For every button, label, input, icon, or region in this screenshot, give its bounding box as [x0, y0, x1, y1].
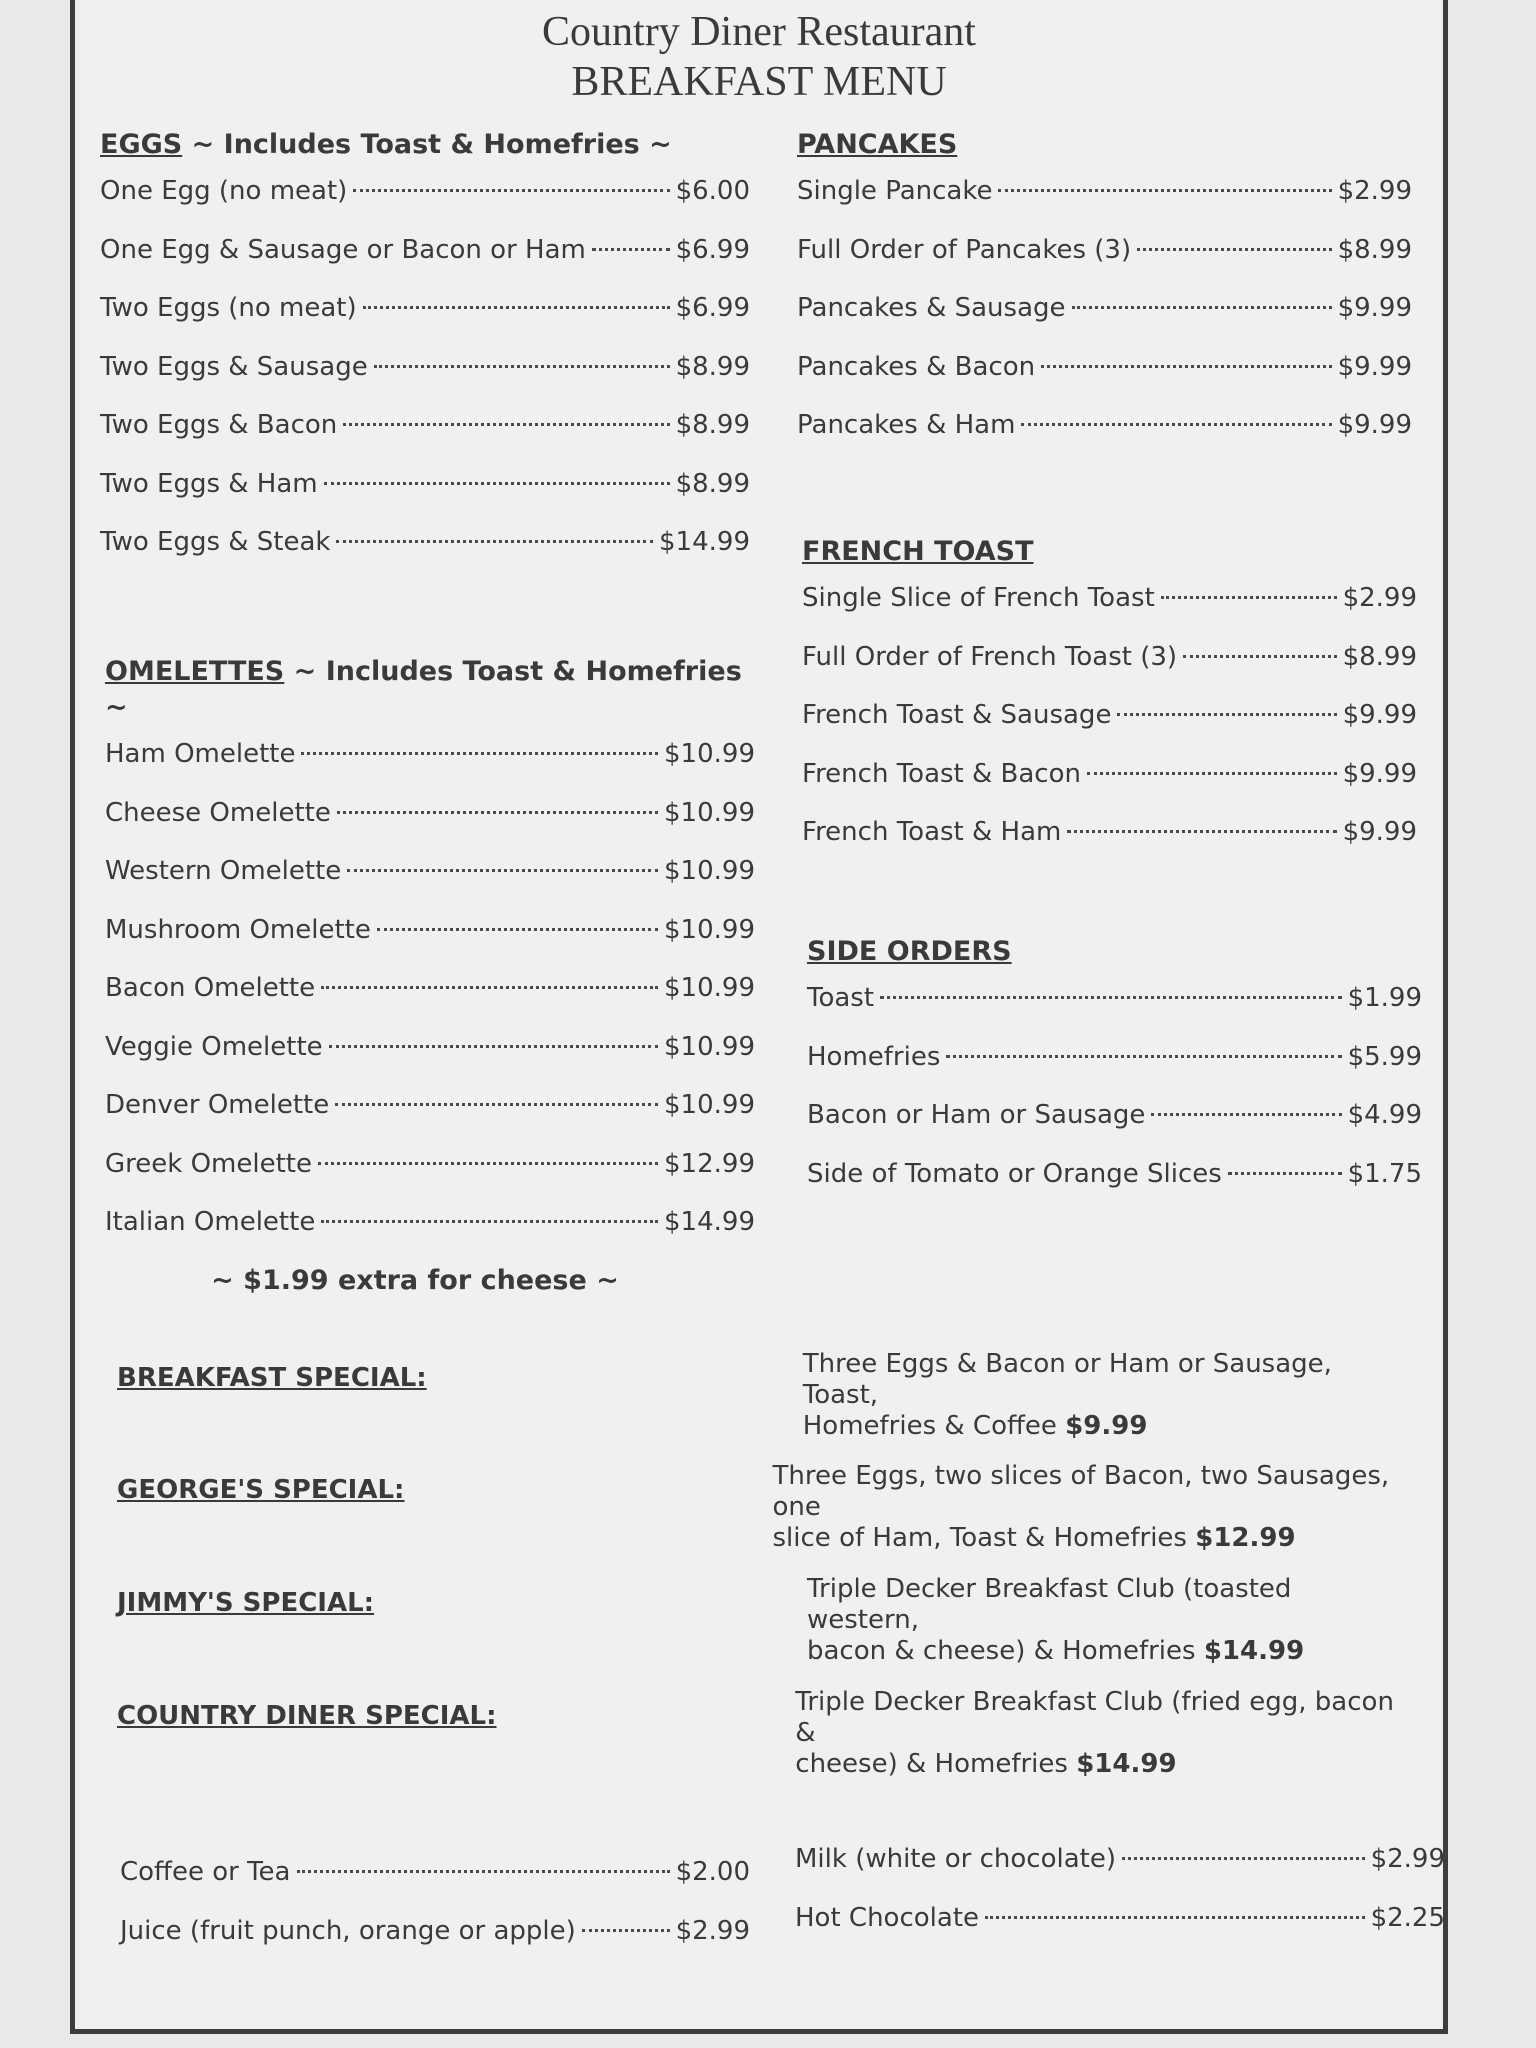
- side-orders-section: [807, 934, 1422, 1214]
- dot-leader: [998, 189, 1331, 192]
- menu-item: [105, 1029, 755, 1088]
- menu-item-name: French Toast & Bacon: [802, 758, 1081, 789]
- menu-item-name: Homefries: [807, 1041, 941, 1072]
- dot-leader: [321, 1220, 658, 1223]
- menu-item: [797, 232, 1412, 291]
- dot-leader: [363, 306, 670, 309]
- menu-item-price: $8.99: [675, 468, 750, 499]
- drinks-left-section: [120, 1854, 750, 1971]
- menu-item-price: $2.99: [675, 1915, 750, 1946]
- omelettes-list: [105, 736, 755, 1263]
- side-orders-list: [807, 980, 1422, 1214]
- menu-item-name: Italian Omelette: [105, 1207, 316, 1237]
- menu-item: [105, 1204, 755, 1263]
- dot-leader: [1183, 655, 1337, 658]
- french-toast-section: [802, 534, 1417, 873]
- menu-item: [100, 524, 750, 583]
- dot-leader: [343, 423, 669, 426]
- menu-item-price: $6.99: [675, 293, 750, 323]
- menu-item-price: $2.00: [675, 1857, 750, 1887]
- menu-item-name: Coffee or Tea: [120, 1857, 291, 1887]
- menu-item-name: One Egg (no meat): [100, 176, 348, 206]
- dot-leader: [592, 248, 670, 251]
- menu-item-name: Veggie Omelette: [105, 1031, 323, 1062]
- pancakes-heading-label: PANCAKES: [797, 129, 958, 160]
- cheese-note: ~ $1.99 extra for cheese ~: [211, 1264, 619, 1296]
- menu-item: [807, 1039, 1422, 1098]
- menu-item: [105, 912, 755, 971]
- menu-item-name: Pancakes & Ham: [797, 410, 1016, 440]
- dot-leader: [1137, 248, 1331, 251]
- dot-leader: [582, 1929, 670, 1932]
- menu-item-price: $2.25: [1370, 1902, 1445, 1933]
- menu-item-price: $2.99: [1337, 176, 1412, 206]
- menu-item-price: $8.99: [675, 410, 750, 440]
- dot-leader: [1161, 596, 1337, 599]
- special-item: [117, 1349, 1403, 1442]
- menu-item-price: $8.99: [1342, 641, 1417, 672]
- dot-leader: [347, 869, 658, 872]
- menu-item-price: $6.00: [675, 176, 750, 206]
- eggs-list: [100, 173, 750, 583]
- menu-item: [100, 232, 750, 291]
- french-toast-heading: [802, 534, 1417, 570]
- special-price: $14.99: [1076, 1749, 1177, 1779]
- menu-item-name: Ham Omelette: [105, 739, 296, 769]
- special-label: JIMMY'S SPECIAL:: [117, 1588, 375, 1618]
- dot-leader: [301, 752, 658, 755]
- menu-item-price: $9.99: [1337, 293, 1412, 323]
- special-item: [117, 1574, 1403, 1667]
- menu-item-price: $8.99: [1337, 234, 1412, 265]
- menu-item-price: $2.99: [1342, 583, 1417, 613]
- special-description: [795, 1687, 1403, 1780]
- menu-item-price: $9.99: [1342, 758, 1417, 789]
- special-desc-line2-text: slice of Ham, Toast & Homefries: [772, 1523, 1196, 1553]
- menu-item-price: $9.99: [1342, 817, 1417, 847]
- menu-item-price: $4.99: [1347, 1100, 1422, 1130]
- special-desc-line1: Triple Decker Breakfast Club (fried egg, bacon &: [795, 1687, 1394, 1748]
- menu-item-name: Full Order of French Toast (3): [802, 641, 1178, 672]
- menu-item: [807, 980, 1422, 1039]
- menu-item-price: $6.99: [675, 234, 750, 265]
- menu-item-name: Two Eggs (no meat): [100, 293, 357, 323]
- menu-item: [120, 1854, 750, 1913]
- menu-item: [797, 173, 1412, 232]
- pancakes-section: [797, 127, 1412, 466]
- drinks-right-section: [795, 1841, 1445, 1958]
- menu-item-price: $9.99: [1337, 351, 1412, 382]
- menu-item: [802, 756, 1417, 815]
- menu-item-price: $9.99: [1337, 410, 1412, 440]
- special-description: [803, 1349, 1403, 1442]
- dot-leader: [337, 811, 658, 814]
- menu-item: [100, 290, 750, 349]
- menu-item-name: Pancakes & Bacon: [797, 351, 1036, 382]
- menu-item: [100, 466, 750, 525]
- menu-item-name: Hot Chocolate: [795, 1902, 980, 1933]
- menu-item-name: Mushroom Omelette: [105, 914, 371, 945]
- dot-leader: [353, 189, 669, 192]
- menu-item-name: Pancakes & Sausage: [797, 293, 1066, 323]
- dot-leader: [297, 1870, 670, 1873]
- french-toast-list: [802, 580, 1417, 873]
- menu-item-name: Two Eggs & Sausage: [100, 351, 368, 382]
- special-desc-line2: [807, 1636, 1403, 1667]
- menu-item: [797, 407, 1412, 466]
- menu-item-name: Two Eggs & Ham: [100, 468, 318, 499]
- menu-item-name: One Egg & Sausage or Bacon or Ham: [100, 234, 586, 265]
- dot-leader: [1122, 1857, 1365, 1860]
- special-description: [773, 1461, 1403, 1554]
- special-desc-line1: Triple Decker Breakfast Club (toasted western,: [806, 1574, 1292, 1635]
- dot-leader: [1072, 306, 1332, 309]
- menu-item-price: $10.99: [664, 973, 755, 1003]
- dot-leader: [946, 1055, 1341, 1058]
- special-label: COUNTRY DINER SPECIAL:: [117, 1701, 497, 1731]
- menu-item: [105, 970, 755, 1029]
- menu-item-name: Toast: [807, 983, 875, 1013]
- dot-leader: [1151, 1113, 1341, 1116]
- menu-item-name: Side of Tomato or Orange Slices: [807, 1158, 1222, 1189]
- dot-leader: [880, 996, 1342, 999]
- menu-item-price: $10.99: [664, 914, 755, 945]
- menu-item: [105, 736, 755, 795]
- eggs-heading-suffix: ~ Includes Toast & Homefries ~: [182, 129, 672, 160]
- special-desc-line2: [773, 1523, 1403, 1554]
- menu-item-price: $10.99: [664, 797, 755, 828]
- menu-item-price: $12.99: [664, 1148, 755, 1179]
- menu-item-name: Juice (fruit punch, orange or apple): [120, 1915, 576, 1946]
- menu-item-name: Single Slice of French Toast: [802, 583, 1155, 613]
- menu-item-price: $1.99: [1347, 983, 1422, 1013]
- special-description: [807, 1574, 1403, 1667]
- menu-item: [797, 349, 1412, 408]
- side-orders-heading-label: SIDE ORDERS: [807, 936, 1012, 967]
- special-label: GEORGE'S SPECIAL:: [117, 1475, 405, 1505]
- menu-item-name: Western Omelette: [105, 856, 342, 886]
- menu-item: [120, 1913, 750, 1972]
- menu-item-name: Full Order of Pancakes (3): [797, 234, 1132, 265]
- dot-leader: [377, 928, 658, 931]
- menu-item-name: Single Pancake: [797, 176, 993, 206]
- side-orders-heading: [807, 934, 1422, 970]
- menu-item: [105, 853, 755, 912]
- menu-item-price: $8.99: [675, 351, 750, 382]
- pancakes-list: [797, 173, 1412, 466]
- menu-item: [795, 1841, 1445, 1900]
- menu-item: [797, 290, 1412, 349]
- dot-leader: [329, 1045, 658, 1048]
- menu-item-price: $10.99: [664, 739, 755, 769]
- menu-item-price: $14.99: [664, 1207, 755, 1237]
- special-label: BREAKFAST SPECIAL:: [117, 1363, 427, 1393]
- menu-item-name: Denver Omelette: [105, 1090, 330, 1120]
- omelettes-section: [105, 654, 755, 1296]
- dot-leader: [1067, 830, 1336, 833]
- menu-title: BREAKFAST MENU: [571, 59, 947, 105]
- menu-frame: [70, 0, 1448, 2034]
- eggs-section: [100, 127, 750, 583]
- menu-item: [105, 1087, 755, 1146]
- menu-item: [105, 795, 755, 854]
- special-desc-line2-text: Homefries & Coffee: [802, 1411, 1066, 1441]
- menu-item: [802, 580, 1417, 639]
- menu-item-price: $9.99: [1342, 700, 1417, 730]
- special-desc-line2: [795, 1749, 1403, 1780]
- menu-item-name: French Toast & Ham: [802, 817, 1062, 847]
- dot-leader: [1228, 1172, 1342, 1175]
- menu-item-price: $10.99: [664, 1090, 755, 1120]
- menu-item-price: $10.99: [664, 1031, 755, 1062]
- dot-leader: [1041, 365, 1331, 368]
- menu-item-name: Bacon Omelette: [105, 973, 316, 1003]
- omelettes-heading: [105, 654, 755, 726]
- menu-item: [802, 639, 1417, 698]
- menu-item: [802, 697, 1417, 756]
- special-price: $9.99: [1065, 1411, 1148, 1441]
- menu-item: [100, 407, 750, 466]
- menu-item: [795, 1900, 1445, 1959]
- special-desc-line2-text: bacon & cheese) & Homefries: [806, 1636, 1204, 1666]
- menu-item: [807, 1156, 1422, 1215]
- menu-item-name: Greek Omelette: [105, 1148, 312, 1179]
- special-price: $12.99: [1195, 1523, 1296, 1553]
- drinks-right-list: [795, 1841, 1445, 1958]
- special-item: [117, 1461, 1403, 1554]
- omelettes-heading-label: OMELETTES: [105, 656, 285, 687]
- menu-item-name: Milk (white or chocolate): [795, 1844, 1117, 1874]
- special-desc-line2-text: cheese) & Homefries: [795, 1749, 1077, 1779]
- menu-item-price: $10.99: [664, 856, 755, 886]
- dot-leader: [335, 1103, 658, 1106]
- menu-item: [802, 814, 1417, 873]
- menu-item: [807, 1097, 1422, 1156]
- dot-leader: [318, 1162, 658, 1165]
- dot-leader: [321, 986, 658, 989]
- menu-item-name: French Toast & Sausage: [802, 700, 1112, 730]
- menu-item: [105, 1146, 755, 1205]
- french-toast-heading-label: FRENCH TOAST: [802, 536, 1034, 567]
- menu-item-name: Cheese Omelette: [105, 797, 331, 828]
- drinks-left-list: [120, 1854, 750, 1971]
- special-desc-line1: Three Eggs, two slices of Bacon, two Sausages, one: [772, 1461, 1390, 1522]
- menu-item-price: $14.99: [659, 527, 750, 557]
- menu-item-name: Two Eggs & Bacon: [100, 410, 338, 440]
- pancakes-heading: [797, 127, 1412, 163]
- special-item: [117, 1687, 1403, 1780]
- menu-header: [75, 7, 1443, 107]
- eggs-heading-label: EGGS: [100, 129, 183, 160]
- restaurant-title: Country Diner Restaurant: [542, 9, 976, 55]
- dot-leader: [985, 1916, 1365, 1919]
- dot-leader: [1021, 423, 1331, 426]
- menu-item-name: Bacon or Ham or Sausage: [807, 1100, 1146, 1130]
- menu-item-price: $2.99: [1370, 1844, 1445, 1874]
- special-desc-line1: Three Eggs & Bacon or Ham or Sausage, Toast,: [802, 1349, 1332, 1410]
- menu-item-name: Two Eggs & Steak: [100, 527, 331, 557]
- menu-item: [100, 173, 750, 232]
- special-desc-line2: [803, 1411, 1403, 1442]
- menu-item-price: $1.75: [1347, 1158, 1422, 1189]
- dot-leader: [1087, 772, 1337, 775]
- dot-leader: [374, 365, 670, 368]
- omelettes-heading-suffix: ~ Includes Toast & Homefries ~: [105, 656, 742, 723]
- dot-leader: [324, 482, 670, 485]
- dot-leader: [336, 540, 653, 543]
- dot-leader: [1117, 713, 1336, 716]
- eggs-heading: [100, 127, 750, 163]
- menu-item-price: $5.99: [1347, 1041, 1422, 1072]
- menu-item: [100, 349, 750, 408]
- special-price: $14.99: [1203, 1636, 1305, 1666]
